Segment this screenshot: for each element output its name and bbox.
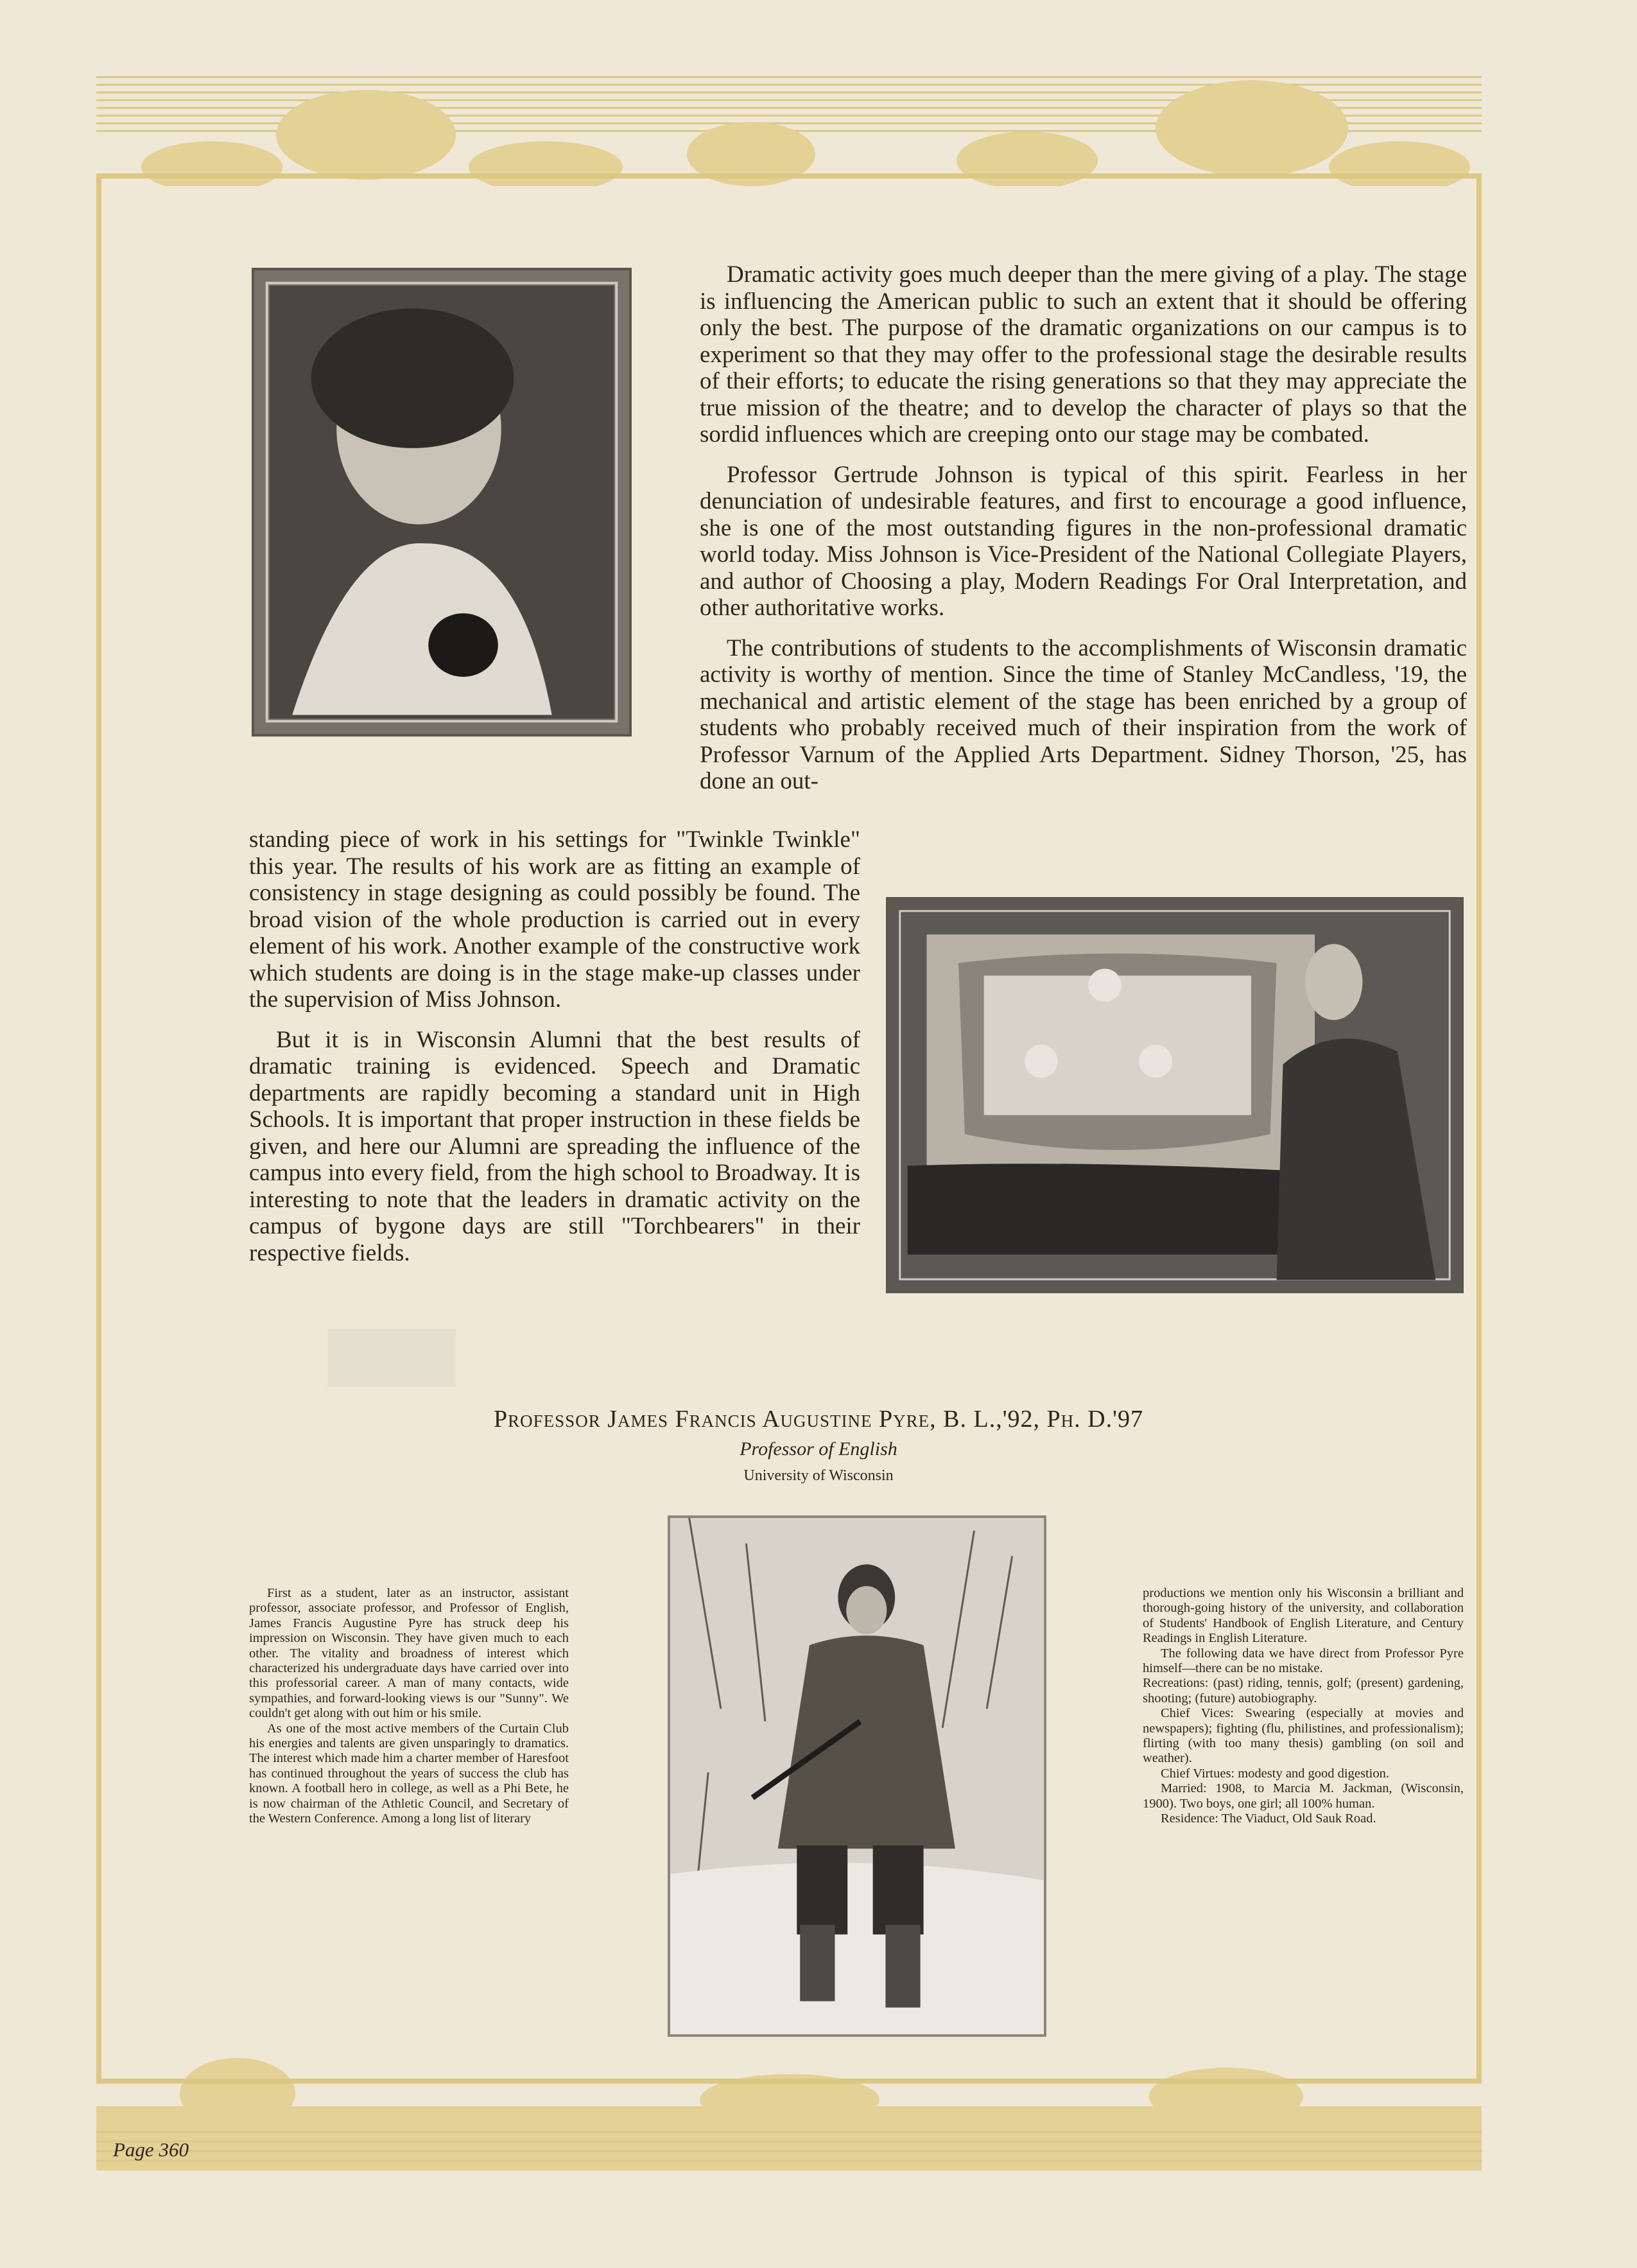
article-paragraph: Professor Gertrude Johnson is typical of this spirit. Fearless in her denunciation of undesirable features, and first to encourage a good influence, she is one of the most outstanding figures in the non-professional dramatic world today. Miss Johnson is Vice-President of the National Collegiate Players, and author of Choosing a play, Modern Readings For Oral Interpretation, and other authoritative works. xyxy=(700,461,1467,621)
ink-smudge xyxy=(327,1329,456,1387)
profile-title: Professor of English xyxy=(740,1438,897,1460)
profile-column-right xyxy=(1143,1586,1464,1827)
article-column-top xyxy=(700,261,1467,808)
article-column-bottom xyxy=(249,826,860,1280)
profile-paragraph: The following data we have direct from Professor Pyre himself—there can be no mistake. xyxy=(1143,1646,1464,1676)
profile-paragraph: Married: 1908, to Marcia M. Jackman, (Wisconsin, 1900). Two boys, one girl; all 100% human. xyxy=(1143,1781,1464,1811)
profile-paragraph: Chief Vices: Swearing (especially at movies and newspapers); fighting (flu, philistines, and professionalism); flirting (with too many thesis) gambling (on soil and weather). xyxy=(1143,1706,1464,1766)
top-cloud-ornament xyxy=(96,71,1482,186)
article-paragraph: But it is in Wisconsin Alumni that the best results of dramatic training is evidenced. Speech and Dramatic departments are rapidly becoming a standard unit in High Schools. It is important that proper instruction in these fields be given, and here our Alumni are spreading the influence of the campus into every field, from the high school to Broadway. It is interesting to note that the leaders in dramatic activity on the campus of bygone days are still "Torchbearers" in their respective fields. xyxy=(249,1026,860,1266)
profile-paragraph: First as a student, later as an instructor, assistant professor, associate professor, and Professor of English, James Francis Augustine Pyre has struck deep his impression on Wisconsin. They have given much to each other. The vitality and broadness of interest which characterized his undergraduate days have carried over into this professorial career. A man of many contacts, wide sympathies, and forward-looking views is our "Sunny". We couldn't get along with out him or his smile. xyxy=(249,1586,569,1721)
page-number: Page 360 xyxy=(113,2138,189,2161)
article-paragraph: The contributions of students to the accomplishments of Wisconsin dramatic activity is worthy of mention. Since the time of Stanley McCandless, '19, the mechanical and artistic element of the stage has been enriched by a group of students who probably received much of their inspiration from the work of Professor Varnum of the Applied Arts Department. Sidney Thorson, '25, has done an out- xyxy=(700,634,1467,794)
profile-paragraph: productions we mention only his Wisconsin a brilliant and thorough-going history of the university, and collaboration of Students' Handbook of English Literature, and Century Readings in English Literature. xyxy=(1143,1586,1464,1646)
article-paragraph: Dramatic activity goes much deeper than the mere giving of a play. The stage is influencing the American public to such an extent that it should be offering only the best. The purpose of the dramatic organizations on our campus is to experiment so that they may offer to the professional stage the desirable results of their efforts; to educate the rising generations so that they may appreciate the true mission of the theatre; and to develop the character of plays so that the sordid influences which are creeping onto our stage may be combated. xyxy=(700,261,1467,448)
profile-column-left xyxy=(249,1586,569,1827)
professor-pyre-photo xyxy=(668,1515,1046,2037)
profile-paragraph: Residence: The Viaduct, Old Sauk Road. xyxy=(1161,1811,1376,1826)
profile-paragraph: Recreations: (past) riding, tennis, golf; (present) gardening, shooting; (future) autobiography. xyxy=(1143,1676,1464,1705)
profile-paragraph: Chief Virtues: modesty and good digestion. xyxy=(1161,1766,1389,1781)
article-paragraph: standing piece of work in his settings for "Twinkle Twinkle" this year. The results of his work are as fitting an example of consistency in stage designing as could possibly be found. The broad vision of the whole production is carried out in every element of his work. Another example of the constructive work which students are doing is in the stage make-up classes under the supervision of Miss Johnson. xyxy=(249,826,860,1013)
stage-model-photo xyxy=(886,897,1464,1293)
profile-name-heading: Professor James Francis Augustine Pyre, B. L.,'92, Ph. D.'97 xyxy=(494,1406,1143,1433)
profile-paragraph: As one of the most active members of the Curtain Club his energies and talents are given unsparingly to dramatics. The interest which made him a charter member of Haresfoot has continued throughout the years of success the club has known. A football hero in college, as well as a Phi Bete, he is now chairman of the Athletic Council, and Secretary of the Western Conference. Among a long list of literary xyxy=(249,1721,569,1826)
portrait-photo-johnson xyxy=(252,268,632,737)
profile-institution: University of Wisconsin xyxy=(743,1467,894,1484)
